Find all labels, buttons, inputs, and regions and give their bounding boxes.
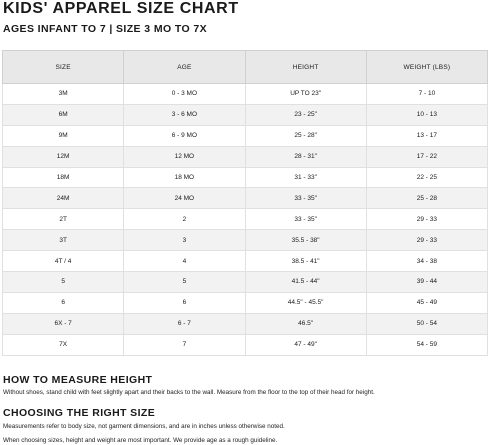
height-cell: 23 - 25" [245,104,366,125]
page-title: KIDS' APPAREL SIZE CHART [3,0,239,17]
height-cell: 25 - 28" [245,125,366,146]
page-subtitle: AGES INFANT TO 7 | SIZE 3 MO TO 7X [3,23,208,35]
table-row [3,188,488,209]
weight-cell: 10 - 13 [366,104,487,125]
height-cell: 44.5" - 45.5" [245,292,366,313]
weight-cell: 22 - 25 [366,167,487,188]
age-cell: 2 [124,209,245,230]
header-size: SIZE [3,51,124,84]
size-cell: 3M [3,84,124,105]
size-cell: 6 [3,292,124,313]
size-cell: 5 [3,272,124,293]
age-cell: 4 [124,251,245,272]
age-cell: 24 MO [124,188,245,209]
table-row [3,292,488,313]
table-row [3,84,488,105]
size-cell: 24M [3,188,124,209]
size-cell: 12M [3,146,124,167]
weight-cell: 25 - 28 [366,188,487,209]
age-cell: 18 MO [124,167,245,188]
table-row [3,334,488,355]
height-cell: 38.5 - 41" [245,251,366,272]
table-row [3,272,488,293]
table-row [3,313,488,334]
size-cell: 6M [3,104,124,125]
weight-cell: 29 - 33 [366,209,487,230]
weight-cell: 13 - 17 [366,125,487,146]
age-cell: 6 - 9 MO [124,125,245,146]
table-header-row [3,51,488,84]
table-row [3,230,488,251]
age-cell: 6 - 7 [124,313,245,334]
age-cell: 3 - 6 MO [124,104,245,125]
size-cell: 6X - 7 [3,313,124,334]
height-cell: 33 - 35" [245,209,366,230]
choosing-text-line2: When choosing sizes, height and weight are most important. We provide age as a rough guideline. [3,437,278,444]
measure-heading: HOW TO MEASURE HEIGHT [3,374,153,386]
weight-cell: 17 - 22 [366,146,487,167]
size-cell: 3T [3,230,124,251]
size-cell: 18M [3,167,124,188]
height-cell: 41.5 - 44" [245,272,366,293]
table-row [3,167,488,188]
size-cell: 9M [3,125,124,146]
height-cell: 28 - 31" [245,146,366,167]
table-row [3,125,488,146]
size-cell: 7X [3,334,124,355]
size-cell: 2T [3,209,124,230]
height-cell: 33 - 35" [245,188,366,209]
weight-cell: 45 - 49 [366,292,487,313]
weight-cell: 50 - 54 [366,313,487,334]
table-row [3,209,488,230]
choosing-heading: CHOOSING THE RIGHT SIZE [3,407,156,419]
table-row [3,146,488,167]
age-cell: 3 [124,230,245,251]
weight-cell: 39 - 44 [366,272,487,293]
weight-cell: 54 - 59 [366,334,487,355]
age-cell: 6 [124,292,245,313]
height-cell: 47 - 49" [245,334,366,355]
height-cell: 46.5" [245,313,366,334]
weight-cell: 34 - 38 [366,251,487,272]
weight-cell: 29 - 33 [366,230,487,251]
height-cell: 31 - 33" [245,167,366,188]
header-weight: WEIGHT (LBS) [366,51,487,84]
table-row [3,251,488,272]
weight-cell: 7 - 10 [366,84,487,105]
size-cell: 4T / 4 [3,251,124,272]
age-cell: 0 - 3 MO [124,84,245,105]
height-cell: 35.5 - 38" [245,230,366,251]
header-age: AGE [124,51,245,84]
choosing-text-line1: Measurements refer to body size, not garment dimensions, and are in inches unless otherwise noted. [3,423,285,430]
size-chart-table [2,50,488,356]
age-cell: 5 [124,272,245,293]
age-cell: 7 [124,334,245,355]
height-cell: UP TO 23" [245,84,366,105]
header-height: HEIGHT [245,51,366,84]
measure-text: Without shoes, stand child with feet slightly apart and their backs to the wall. Measure from the floor to the top of their head for height. [3,389,375,396]
table-row [3,104,488,125]
age-cell: 12 MO [124,146,245,167]
